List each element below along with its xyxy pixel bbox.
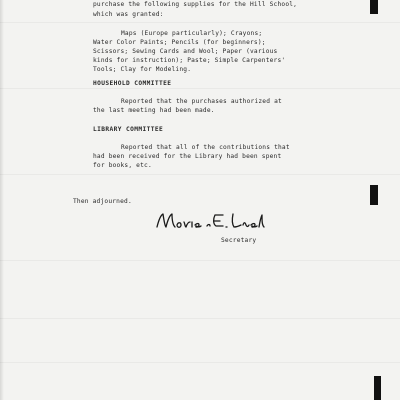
adjourned-text: Then adjourned. (73, 198, 132, 205)
scan-artifact-line (0, 22, 400, 23)
supplies-line-5: Tools; Clay for Modeling. (93, 66, 192, 73)
household-line-1: Reported that the purchases authorized at (121, 98, 282, 105)
edge-tab-bottom (374, 376, 381, 400)
library-line-1: Reported that all of the contributions that (121, 144, 290, 151)
scan-artifact-line (0, 318, 400, 319)
intro-line-1: purchase the following supplies for the Hill School, (93, 1, 298, 8)
supplies-line-3: Scissors; Sewing Cards and Wool; Paper (various (93, 48, 278, 55)
intro-line-2: which was granted: (93, 11, 164, 18)
supplies-line-4: kinds for instruction); Paste; Simple Carpenters' (93, 57, 286, 64)
household-committee-heading: HOUSEHOLD COMMITTEE (93, 80, 172, 87)
supplies-line-1: Maps (Europe particularly); Crayons; (121, 30, 263, 37)
page-edge-shadow (0, 0, 4, 400)
scan-artifact-line (0, 260, 400, 261)
scan-artifact-line (0, 88, 400, 89)
supplies-line-2: Water Color Paints; Pencils (for beginners); (93, 39, 266, 46)
library-line-2: had been received for the Library had been spent (93, 153, 282, 160)
scan-artifact-line (0, 362, 400, 363)
scan-artifact-line (0, 174, 400, 175)
household-line-2: the last meeting had been made. (93, 107, 215, 114)
library-committee-heading: LIBRARY COMMITTEE (93, 126, 164, 133)
edge-tab-top (370, 0, 378, 14)
handwritten-signature (155, 209, 267, 235)
library-line-3: for books, etc. (93, 162, 152, 169)
secretary-title: Secretary (221, 237, 257, 244)
edge-tab-middle (370, 185, 378, 205)
